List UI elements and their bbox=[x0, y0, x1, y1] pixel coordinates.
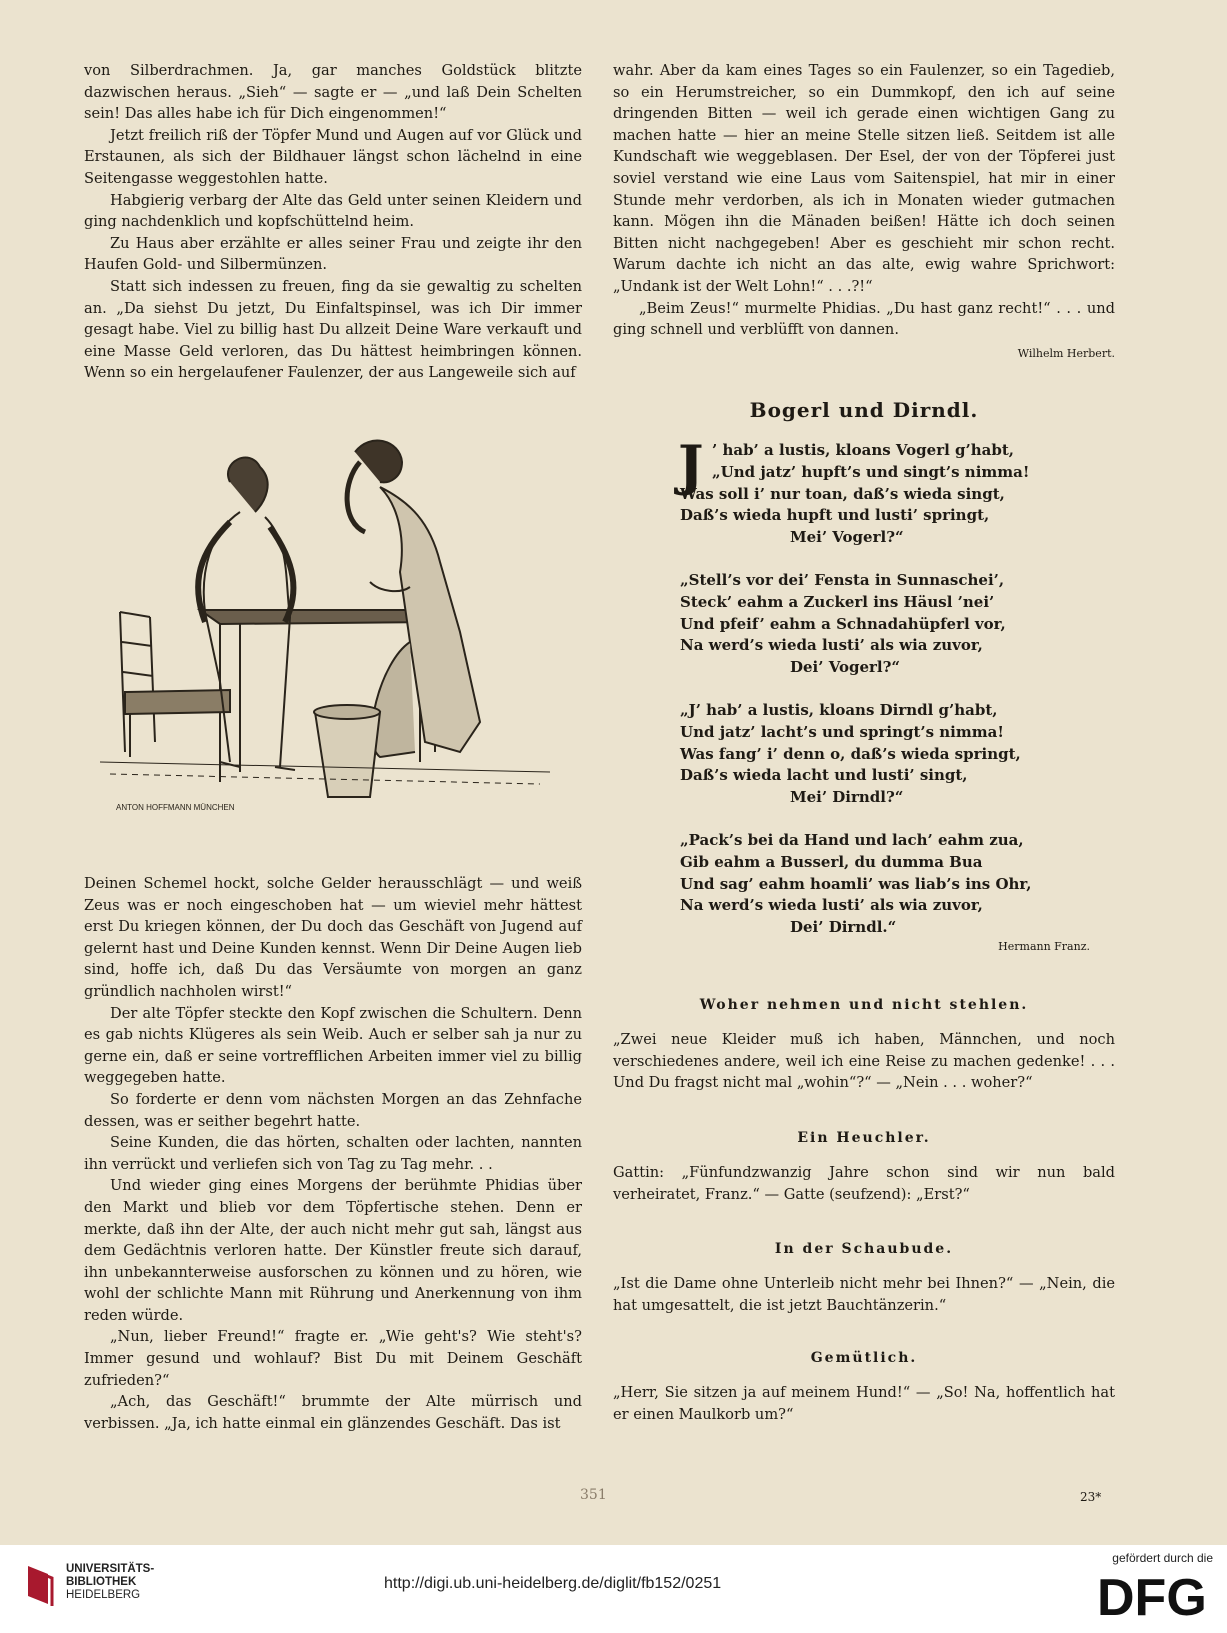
poem-line: Und jatz’ lacht’s und springt’s nimma! bbox=[680, 722, 1004, 741]
paragraph: „Nun, lieber Freund!“ fragte er. „Wie geht's? Wie steht's? Immer gesund und wohlauf? Bist Du mit Deinem Geschäft zufrieden?“ bbox=[84, 1328, 582, 1389]
joke-title: In der Schaubude. bbox=[774, 1241, 954, 1257]
library-name-line: HEIDELBERG bbox=[66, 1589, 141, 1601]
poem-line: „Pack’s bei da Hand und lach’ eahm zua, bbox=[680, 830, 1024, 849]
poem-line: Daß’s wieda hupft und lusti’ springt, bbox=[680, 506, 990, 525]
dfg-logo-text: DFG bbox=[1097, 1571, 1207, 1621]
illustration-credit: ANTON HOFFMANN MÜNCHEN bbox=[116, 803, 235, 812]
paragraph: Jetzt freilich riß der Töpfer Mund und Augen auf vor Glück und Erstaunen, als sich der Bildhauer längst schon lächelnd in eine Seitengasse weggestohlen hatte. bbox=[84, 126, 582, 187]
poem-refrain: Mei’ Vogerl?“ bbox=[790, 528, 904, 547]
poem-line: Was soll i’ nur toan, daß’s wieda singt, bbox=[680, 484, 1005, 503]
potter-illustration bbox=[80, 422, 580, 832]
permalink-url[interactable]: http://digi.ub.uni-heidelberg.de/diglit/fb152/0251 bbox=[384, 1575, 722, 1592]
paragraph: „Beim Zeus!“ murmelte Phidias. „Du hast ganz recht!“ . . . und ging schnell und verblüfft von dannen. bbox=[613, 299, 1115, 339]
paragraph: Habgierig verbarg der Alte das Geld unter seinen Kleidern und ging nachdenklich und kopfschüttelnd heim. bbox=[84, 191, 582, 231]
poem-line: Daß’s wieda lacht und lusti’ singt, bbox=[680, 766, 968, 785]
poem-line: Na werd’s wieda lusti’ als wia zuvor, bbox=[680, 636, 983, 655]
signature-mark: 23* bbox=[1080, 1490, 1102, 1504]
poem-refrain: Dei’ Dirndl.“ bbox=[790, 918, 897, 937]
poem-line: „Stell’s vor dei’ Fensta in Sunnaschei’, bbox=[680, 570, 1005, 589]
poem-line: „J’ hab’ a lustis, kloans Dirndl g’habt, bbox=[680, 700, 998, 719]
left-column-bottom bbox=[84, 873, 582, 1434]
joke-text: „Herr, Sie sitzen ja auf meinem Hund!“ — „So! Na, hoffentlich hat er einen Maulkorb um?“ bbox=[613, 1384, 1115, 1423]
poem-stanza bbox=[680, 830, 1100, 939]
joke-title: Ein Heuchler. bbox=[797, 1130, 931, 1146]
poem-stanza bbox=[680, 700, 1100, 809]
footer-bar bbox=[0, 1545, 1227, 1633]
poem-line: Gib eahm a Busserl, du dumma Bua bbox=[680, 852, 983, 871]
poem-stanza bbox=[680, 570, 1100, 679]
joke-text: „Zwei neue Kleider muß ich haben, Männchen, und noch verschiedenes andere, weil ich eine Reise zu machen gedenke! . . . Und Du fragst nicht mal „wohin“?“ — „Nein . . . woher?“ bbox=[613, 1031, 1115, 1092]
university-library-logo-icon[interactable] bbox=[22, 1560, 62, 1614]
left-column-top bbox=[84, 60, 582, 384]
paragraph: So forderte er denn vom nächsten Morgen an das Zehnfache dessen, was er seither begehrt hatte. bbox=[84, 1090, 582, 1130]
paragraph: Und wieder ging eines Morgens der berühmte Phidias über den Markt und blieb vor dem Töpfertische stehen. Denn er merkte, daß ihn der Alte, der auch nicht mehr gut sah, längst aus dem Gedächtnis verloren hatte. Der Künstler freute sich darauf, ihn unbekannterweise ausforschen zu können und zu hören, wie wohl der schlichte Mann mit Rührung und Anerkennung von ihm reden würde. bbox=[84, 1177, 582, 1324]
poem-line: Was fang’ i’ denn o, daß’s wieda springt, bbox=[680, 744, 1021, 763]
funding-label: gefördert durch die bbox=[1112, 1551, 1213, 1565]
illustration-drawing bbox=[80, 422, 580, 832]
poem-line: „Und jatz’ hupft’s und singt’s nimma! bbox=[712, 462, 1030, 481]
joke-text: Gattin: „Fünfundzwanzig Jahre schon sind wir nun bald verheiratet, Franz.“ — Gatte (seufzend): „Erst?“ bbox=[613, 1164, 1115, 1203]
drop-cap: J bbox=[678, 433, 704, 497]
poem-line: ’ hab’ a lustis, kloans Vogerl g’habt, bbox=[712, 441, 1014, 459]
dfg-logo[interactable] bbox=[1097, 1571, 1217, 1625]
poem-line: Und sag’ eahm hoamli’ was liab’s ins Ohr, bbox=[680, 874, 1032, 893]
poem bbox=[678, 433, 1100, 960]
poem-line: Na werd’s wieda lusti’ als wia zuvor, bbox=[680, 896, 983, 915]
paragraph: Seine Kunden, die das hörten, schalten oder lachten, nannten ihn verrückt und verliefen sich von Tag zu Tag mehr. . . bbox=[84, 1134, 582, 1173]
paragraph: „Ach, das Geschäft!“ brummte der Alte mürrisch und verbissen. „Ja, ich hatte einmal ein glänzendes Geschäft. Das ist bbox=[84, 1393, 582, 1432]
paragraph: Statt sich indessen zu freuen, fing da sie gewaltig zu schelten an. „Da siehst Du jetzt, Du Einfaltspinsel, was ich Dir immer gesagt habe. Viel zu billig hast Du allzeit Deine Ware verkauft und eine Masse Geld verloren, das Du hättest heimbringen können. Wenn so ein hergelaufener Faulenzer, der aus Langeweile sich auf bbox=[84, 277, 582, 382]
paragraph: Zu Haus aber erzählte er alles seiner Frau und zeigte ihr den Haufen Gold- und Silbermünzen. bbox=[84, 234, 582, 274]
poem-refrain: Dei’ Vogerl?“ bbox=[790, 658, 901, 677]
paragraph: Der alte Töpfer steckte den Kopf zwischen die Schultern. Denn es gab nichts Klügeres als sein Weib. Auch er selber sah ja nur zu gerne ein, daß er seine vortrefflichen Arbeiten immer viel zu billig weggegeben hatte. bbox=[84, 1004, 582, 1087]
library-name-line: BIBLIOTHEK bbox=[66, 1576, 137, 1588]
paragraph: von Silberdrachmen. Ja, gar manches Goldstück blitzte dazwischen heraus. „Sieh“ — sagte er — „und laß Dein Schelten sein! Das alles habe ich für Dich eingenommen!“ bbox=[84, 62, 582, 123]
library-name-line: UNIVERSITÄTS- bbox=[66, 1563, 155, 1575]
university-library-name bbox=[66, 1563, 154, 1602]
poem-author: Hermann Franz. bbox=[998, 940, 1090, 953]
poem-stanza bbox=[678, 433, 1100, 549]
page-number: 351 bbox=[580, 1487, 607, 1503]
joke-title: Woher nehmen und nicht stehlen. bbox=[699, 997, 1029, 1013]
paragraph: wahr. Aber da kam eines Tages so ein Faulenzer, so ein Tagedieb, so ein Herumstreicher, so ein Dummkopf, den ich auf seine dringenden Bitten — weil ich gerade einen wichtigen Gang zu machen hatte — hier an meine Stelle sitzen ließ. Seitdem ist alle Kundschaft wie weggeblasen. Der Esel, der von der Töpferei just soviel verstand wie eine Laus vom Saitenspiel, hat mir in einer Stunde mehr verdorben, als ich in Monaten wieder gutmachen kann. Mögen ihn die Mänaden beißen! Hätte ich doch seinen Bitten nicht nachgegeben! Aber es geschieht mir schon recht. Warum dachte ich nicht an das alte, ewig wahre Sprichwort: „Undank ist der Welt Lohn!“ . . .?!“ bbox=[613, 62, 1115, 295]
poem-title: Bogerl und Dirndl. bbox=[749, 398, 979, 422]
article-author: Wilhelm Herbert. bbox=[1017, 346, 1115, 360]
paragraph: Deinen Schemel hockt, solche Gelder herausschlägt — und weiß Zeus was er noch eingeschoben hat — um wieviel mehr hättest erst Du kriegen können, der Du doch das Geschäft von Jugend auf gelernt hast und Deine Kunden kennst. Wenn Dir Deine Augen lieb sind, hoffe ich, daß Du das Versäumte von morgen an ganz gründlich nachholen wirst!“ bbox=[84, 875, 582, 1000]
poem-refrain: Mei’ Dirndl?“ bbox=[790, 788, 904, 807]
poem-line: Steck’ eahm a Zuckerl ins Häusl ’nei’ bbox=[680, 592, 995, 611]
right-column-top bbox=[613, 60, 1115, 364]
poem-line: Und pfeif’ eahm a Schnadahüpferl vor, bbox=[680, 614, 1006, 633]
joke-text: „Ist die Dame ohne Unterleib nicht mehr bei Ihnen?“ — „Nein, die hat umgesattelt, die ist jetzt Bauchtänzerin.“ bbox=[613, 1275, 1115, 1314]
joke-title: Gemütlich. bbox=[810, 1350, 918, 1366]
